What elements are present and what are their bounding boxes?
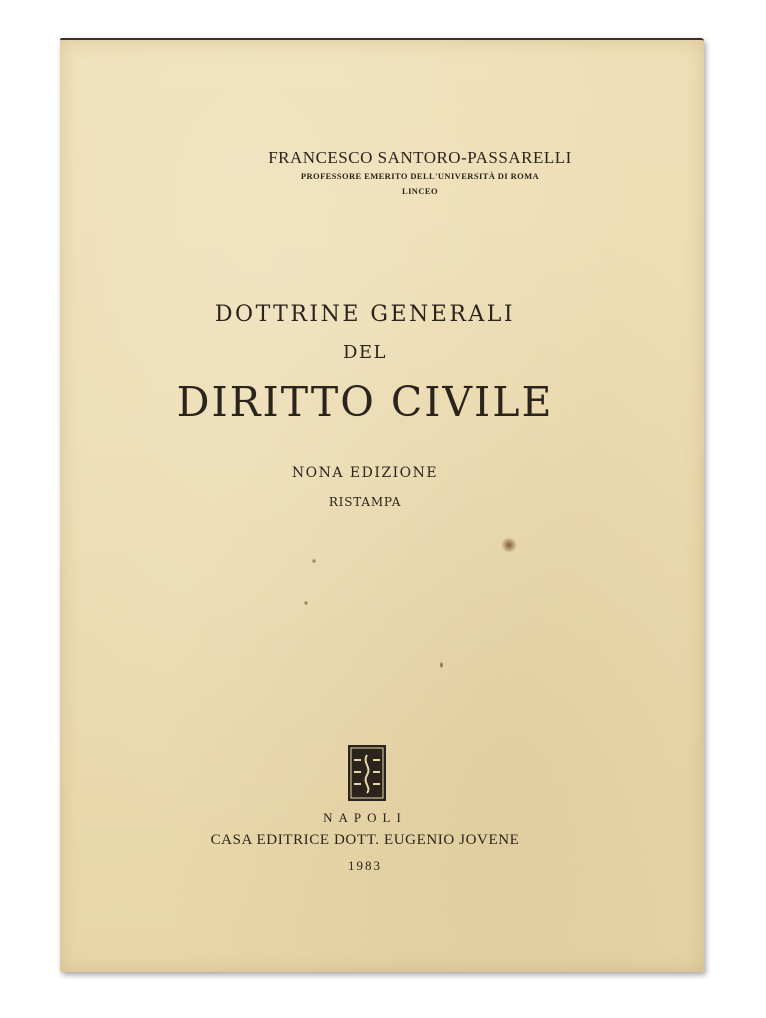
stain-spot: [304, 600, 308, 606]
title-line-2: DEL: [342, 342, 388, 363]
author-membership: LINCEO: [402, 186, 438, 196]
book-cover: [60, 38, 704, 972]
publisher-city: NAPOLI: [323, 810, 407, 825]
publisher-name: CASA EDITRICE DOTT. EUGENIO JOVENE: [210, 832, 520, 848]
stain-spot: [312, 558, 316, 564]
edition-label: NONA EDIZIONE: [291, 465, 439, 481]
stain-spot: [500, 538, 518, 552]
author-name: FRANCESCO SANTORO-PASSARELLI: [268, 148, 572, 167]
title-line-3: DIRITTO CIVILE: [176, 378, 554, 426]
publisher-logo-icon: [348, 745, 386, 801]
author-affiliation: PROFESSORE EMERITO DELL'UNIVERSITÀ DI ROMA: [300, 171, 540, 181]
reprint-label: RISTAMPA: [328, 495, 402, 509]
title-line-1: DOTTRINE GENERALI: [214, 302, 516, 327]
publication-year: 1983: [348, 858, 382, 873]
stain-spot: [440, 660, 443, 670]
